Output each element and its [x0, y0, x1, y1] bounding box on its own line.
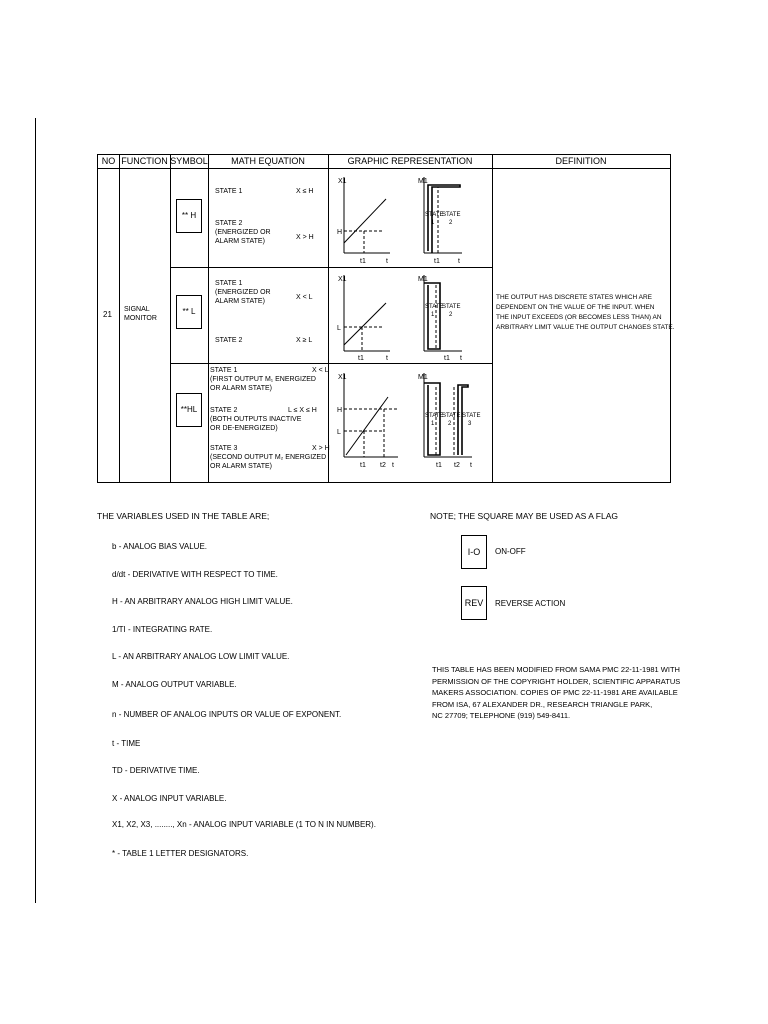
header-no: NO [101, 156, 116, 166]
flag-on-off-label: ON-OFF [495, 547, 526, 556]
svg-text:t: t [458, 258, 460, 265]
variable-item: X - ANALOG INPUT VARIABLE. [112, 794, 227, 803]
flag-reverse-label: REVERSE ACTION [495, 599, 566, 608]
svg-text:STATE: STATE [462, 413, 481, 419]
eq3-state2: STATE 2 (BOTH OUTPUTS INACTIVE OR DE-ENERGIZED) [210, 407, 302, 432]
g1-m1-label: M1 [418, 178, 428, 185]
svg-text:M1: M1 [418, 374, 428, 381]
variable-item: TD - DERIVATIVE TIME. [112, 766, 200, 775]
svg-text:H: H [337, 407, 343, 414]
svg-text:t1: t1 [358, 355, 364, 361]
svg-text:t: t [386, 258, 388, 265]
svg-text:t: t [460, 355, 462, 361]
eq1-state1: STATE 1 [215, 188, 243, 195]
definition-text: THE OUTPUT HAS DISCRETE STATES WHICH ARE DEPENDENT ON THE VALUE OF THE INPUT. WHEN THE INPUT EXCEEDS (OR BECOMES LESS THAN) AN ARBITRARY LIMIT VALUE THE OUTPUT CHANGES STATE. [496, 294, 675, 331]
variable-item: 1/TI - INTEGRATING RATE. [112, 625, 213, 634]
variable-item: b - ANALOG BIAS VALUE. [112, 542, 208, 551]
eq2-state2: STATE 2 [215, 337, 243, 344]
svg-text:STATE: STATE [425, 212, 444, 218]
svg-text:STATE: STATE [425, 304, 444, 310]
eq1-state2: STATE 2 (ENERGIZED OR ALARM STATE) [215, 220, 271, 245]
flag-on-off-box: I-O [461, 535, 487, 569]
signal-monitor-table [97, 154, 675, 483]
svg-text:1: 1 [431, 220, 435, 226]
svg-text:2: 2 [449, 312, 453, 318]
copyright-credit: THIS TABLE HAS BEEN MODIFIED FROM SAMA PMC 22-11-1981 WITH PERMISSION OF THE COPYRIGHT HOLDER, SCIENTIFIC APPARATUS MAKERS ASSOCIATION. COPIES OF PMC 22-11-1981 ARE AVAILABLE FROM ISA, 67 ALEXANDER DR., RESEARCH TRIANGLE PARK, NC 27709; TELEPHONE (919) 549-8411. [432, 665, 681, 720]
svg-text:t: t [386, 355, 388, 361]
eq2-cond2: X ≥ L [296, 337, 313, 344]
variable-item: M - ANALOG OUTPUT VARIABLE. [112, 680, 237, 689]
svg-text:t1: t1 [436, 462, 442, 469]
variable-item: d/dt - DERIVATIVE WITH RESPECT TO TIME. [112, 570, 278, 579]
symbol-high-low-monitor: **HL [176, 393, 202, 427]
variable-item: L - AN ARBITRARY ANALOG LOW LIMIT VALUE. [112, 652, 290, 661]
svg-text:STATE: STATE [442, 413, 461, 419]
variable-item: n - NUMBER OF ANALOG INPUTS OR VALUE OF EXPONENT. [112, 710, 342, 719]
graph-high-low-monitor [332, 367, 490, 481]
eq3-cond3: X > H [312, 445, 330, 452]
variable-item: X1, X2, X3, ........, Xn - ANALOG INPUT VARIABLE (1 TO N IN NUMBER). [112, 820, 376, 829]
svg-text:t: t [470, 462, 472, 469]
header-graphic-representation: GRAPHIC REPRESENTATION [347, 156, 473, 166]
variables-title: THE VARIABLES USED IN THE TABLE ARE; [97, 511, 270, 521]
header-function: FUNCTION [121, 156, 168, 166]
svg-text:X1: X1 [338, 276, 347, 283]
svg-text:1: 1 [431, 421, 435, 427]
symbol-low-monitor: ** L [176, 295, 202, 329]
eq1-cond2: X > H [296, 234, 314, 241]
eq3-cond1: X < L [312, 367, 329, 374]
header-symbol: SYMBOL [170, 156, 208, 166]
eq2-cond1: X < L [296, 294, 313, 301]
page-margin-line [35, 118, 36, 903]
row-number: 21 [103, 310, 112, 319]
svg-text:2: 2 [448, 421, 452, 427]
g1-x1-label: X1 [338, 178, 347, 185]
svg-text:t1: t1 [434, 258, 440, 265]
svg-text:3: 3 [468, 421, 472, 427]
svg-text:t1: t1 [360, 258, 366, 265]
graph-high-monitor [332, 173, 490, 265]
svg-text:t1: t1 [444, 355, 450, 361]
eq2-state1: STATE 1 (ENERGIZED OR ALARM STATE) [215, 280, 271, 305]
svg-text:t1: t1 [360, 462, 366, 469]
svg-text:t2: t2 [380, 462, 386, 469]
svg-text:M1: M1 [418, 276, 428, 283]
eq3-cond2: L ≤ X ≤ H [288, 407, 317, 414]
eq3-state1: STATE 1 (FIRST OUTPUT M₁ ENERGIZED OR ALARM STATE) [210, 367, 316, 392]
graph-low-monitor [332, 271, 490, 361]
variable-item: t - TIME [112, 739, 141, 748]
eq1-cond1: X ≤ H [296, 188, 314, 195]
eq3-state3: STATE 3 (SECOND OUTPUT M₂ ENERGIZED OR ALARM STATE) [210, 445, 327, 470]
g1-h-label: H [337, 229, 343, 236]
symbol-high-monitor: ** H [176, 199, 202, 233]
svg-text:X1: X1 [338, 374, 347, 381]
variable-item: * - TABLE 1 LETTER DESIGNATORS. [112, 849, 249, 858]
svg-text:L: L [337, 429, 341, 436]
svg-text:STATE: STATE [442, 304, 461, 310]
svg-text:2: 2 [449, 220, 453, 226]
header-definition: DEFINITION [555, 156, 607, 166]
variable-item: H - AN ARBITRARY ANALOG HIGH LIMIT VALUE. [112, 597, 293, 606]
function-name: SIGNAL MONITOR [124, 306, 157, 322]
svg-text:STATE: STATE [425, 413, 444, 419]
svg-text:1: 1 [431, 312, 435, 318]
svg-text:t2: t2 [454, 462, 460, 469]
header-divider [98, 168, 670, 169]
flag-reverse-box: REV [461, 586, 487, 620]
svg-text:STATE: STATE [442, 212, 461, 218]
header-math-equation: MATH EQUATION [231, 156, 305, 166]
note-title: NOTE; THE SQUARE MAY BE USED AS A FLAG [430, 511, 619, 521]
g2-l-label: L [337, 325, 341, 332]
svg-text:t: t [392, 462, 394, 469]
